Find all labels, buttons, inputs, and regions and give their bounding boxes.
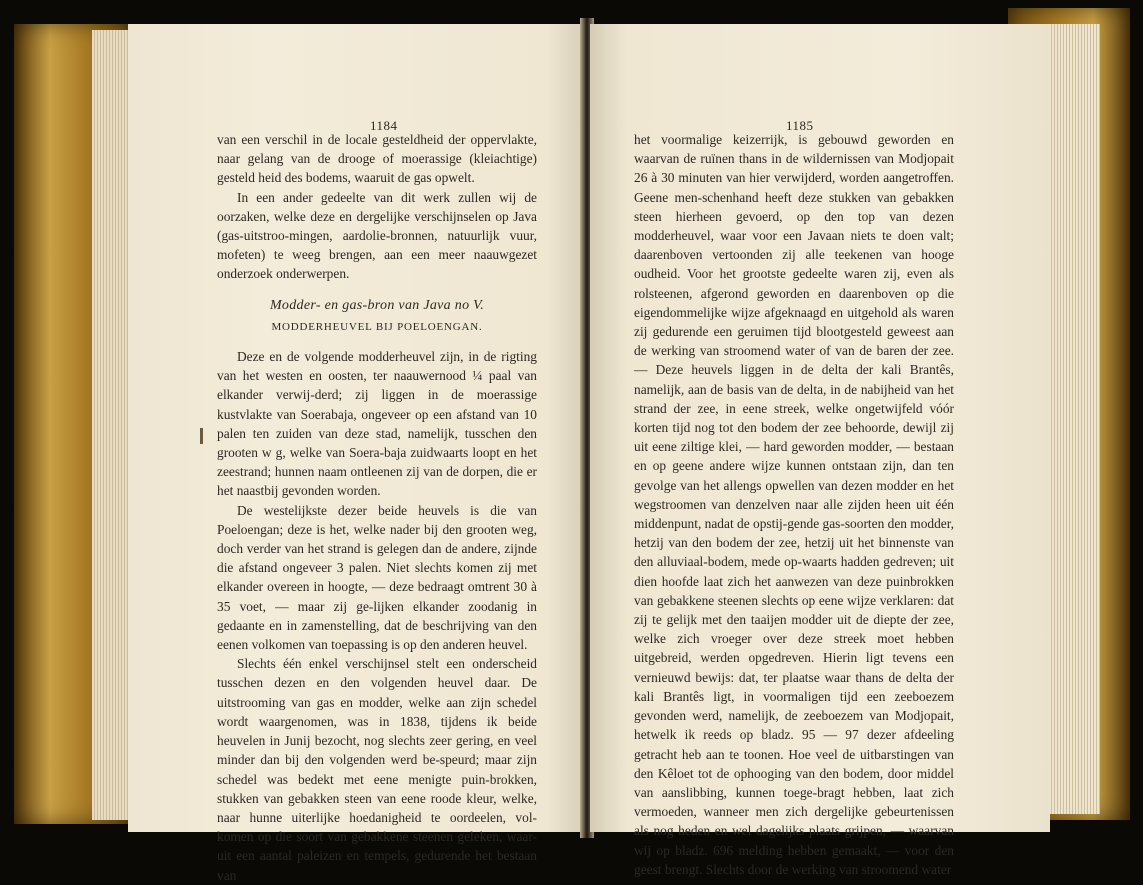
left-page-edges — [92, 30, 130, 820]
right-page-text — [634, 130, 954, 879]
paragraph: Slechts één enkel verschijnsel stelt een onderscheid tusschen dezen en den volgenden heuvel daar. De uitstrooming van gas en modder, welke aan zijn schedel wordt waargenomen, was in 1838, tijdens ik beide heuvelen in Junij bezocht, nog slechts zeer gering, en veel minder dan bij den volgenden werd be-speurd; maar zijn schedel was bedekt met eene menigte puin-brokken, stukken van gebakken steen van eene roode kleur, welke, naar hunne uiterlijke hoedanigheid te oordeelen, vol-komen op die soort van gebakkene steenen geleken, waar-uit een aantal paleizen en tempels, gedurende het bestaan van — [217, 656, 537, 883]
right-page — [590, 24, 1050, 877]
right-page-number: 1185 — [786, 118, 814, 133]
left-page — [128, 24, 583, 883]
left-page-text — [217, 130, 537, 885]
paragraph: Deze en de volgende modderheuvel zijn, in de rigting van het westen en oosten, ter naauwernood ¼ paal van elkander verwij-derd; zij liggen in de moerassige kustvlakte van Soerabaja, ongeveer op een afstand van 10 palen ten zuiden van deze stad, namelijk, tusschen den grooten w g, welke van Soera-baja zuidwaarts loopt en het zeestrand; hunnen naam ontleenen zij van de dorpen, die er het naastbij gevonden worden. — [217, 349, 537, 499]
margin-mark — [200, 428, 203, 444]
section-subheading: MODDERHEUVEL BIJ POELOENGAN. — [271, 320, 483, 333]
paragraph: het voormalige keizerrijk, is gebouwd geworden en waarvan de ruïnen thans in de wildernissen van Modjopait 26 à 30 minuten van hier verwijderd, worden aangetroffen. Geene men-schenhand heeft deze stukken van gebakken steen hierheen gevoerd, op den top van dezen modderheuvel, waar voor een Javaan niets te doen valt; daarenboven vertoonden zij alle teekenen van hooge oudheid. Voor het grootste gedeelte waren zij, even als rolsteenen, afgerond geworden en daarenboven op die eigendommelijke wijze afgeknaagd en uitgehold als waren zij gedurende een geruimen tijd blootgesteld geweest aan de werking van stroomend water of van de baren der zee. — Deze heuvels liggen in de delta der kali Brantês, namelijk, aan de basis van de delta, in de nabijheid van het strand der zee, in eene streek, welke ongetwijfeld vóór korten tijd nog tot den bodem der zee behoorde, dewijl zij uit eene ziltige klei, — hard geworden modder, — bestaan en op geene andere wijze kunnen ontstaan zijn, dan ten gevolge van het allengs opwellen van dezen modder en het wegstroomen van denzelven naar alle zijden heen uit één middenpunt, nadat de opstij-gende gas-soorten den modder, hetzij van den bodem der zee, hetzij uit het binnenste van den alluviaal-bodem, mede op-waarts hadden gedreven; uit dien hoofde laat zich het aanwezen van deze puinbrokken van gebakkene steenen slechts op eene wijze verklaren: dat zij te gelijk met den taaijen modder uit de diepte der zee, welke zich vroeger over deze streek moet hebben uitgebreid, werden opgedreven. Hierin ligt tevens een vernieuwd bewijs: dat, ter plaatse waar thans de delta der kali Brantês ligt, in voormaligen tijd een zeeboezem gevonden werd, namelijk, de zeeboezem van Modjopait, hetwelk ik reeds op bladz. 95 — 97 dezer afdeeling getracht heb aan te toonen. Hoe veel de uitbarstingen van den Kêloet tot de ophooging van den bodem, door middel van aanslibbing, kunnen toege-bragt hebben, laat zich vermoeden, wanneer men zich dergelijke gebeurtenissen als nog heden en wel dagelijks plaats grijpen, — waarvan wij op bladz. 696 melding hebben gemaakt, — voor den geest brengt. Slechts door de werking van stroomend water — [634, 132, 955, 877]
left-page-number: 1184 — [370, 118, 398, 133]
section-heading: Modder- en gas-bron van Java no V. — [269, 297, 485, 313]
paragraph: In een ander gedeelte van dit werk zullen wij de oorzaken, welke deze en dergelijke verschijnselen op Java (gas-uitstroo-mingen, aardolie-bronnen, natuurlijk vuur, mofeten) te weeg brengen, aan een meer naauwgezet onderzoek onderwerpen. — [217, 189, 537, 282]
paragraph: De westelijkste dezer beide heuvels is die van Poeloengan; deze is het, welke nader bij den grooten weg, doch verder van het strand is gelegen dan de andere, zijnde die afstand ongeveer 3 palen. Niet slechts komen zij met elkander overeen in hoogte, — deze bedraagt omtrent 30 à 35 voet, — maar zij ge-lijken elkander zoodanig in gedaante en in zamenstelling, dat de beschrijving van den eenen volkomen van toepassing is op den anderen heuvel. — [217, 502, 537, 653]
paragraph: van een verschil in de locale gesteldheid der oppervlakte, naar gelang van de drooge of moerassige (kleiachtige) gesteld heid des bodems, waaruit de gas opwelt. — [217, 132, 537, 186]
